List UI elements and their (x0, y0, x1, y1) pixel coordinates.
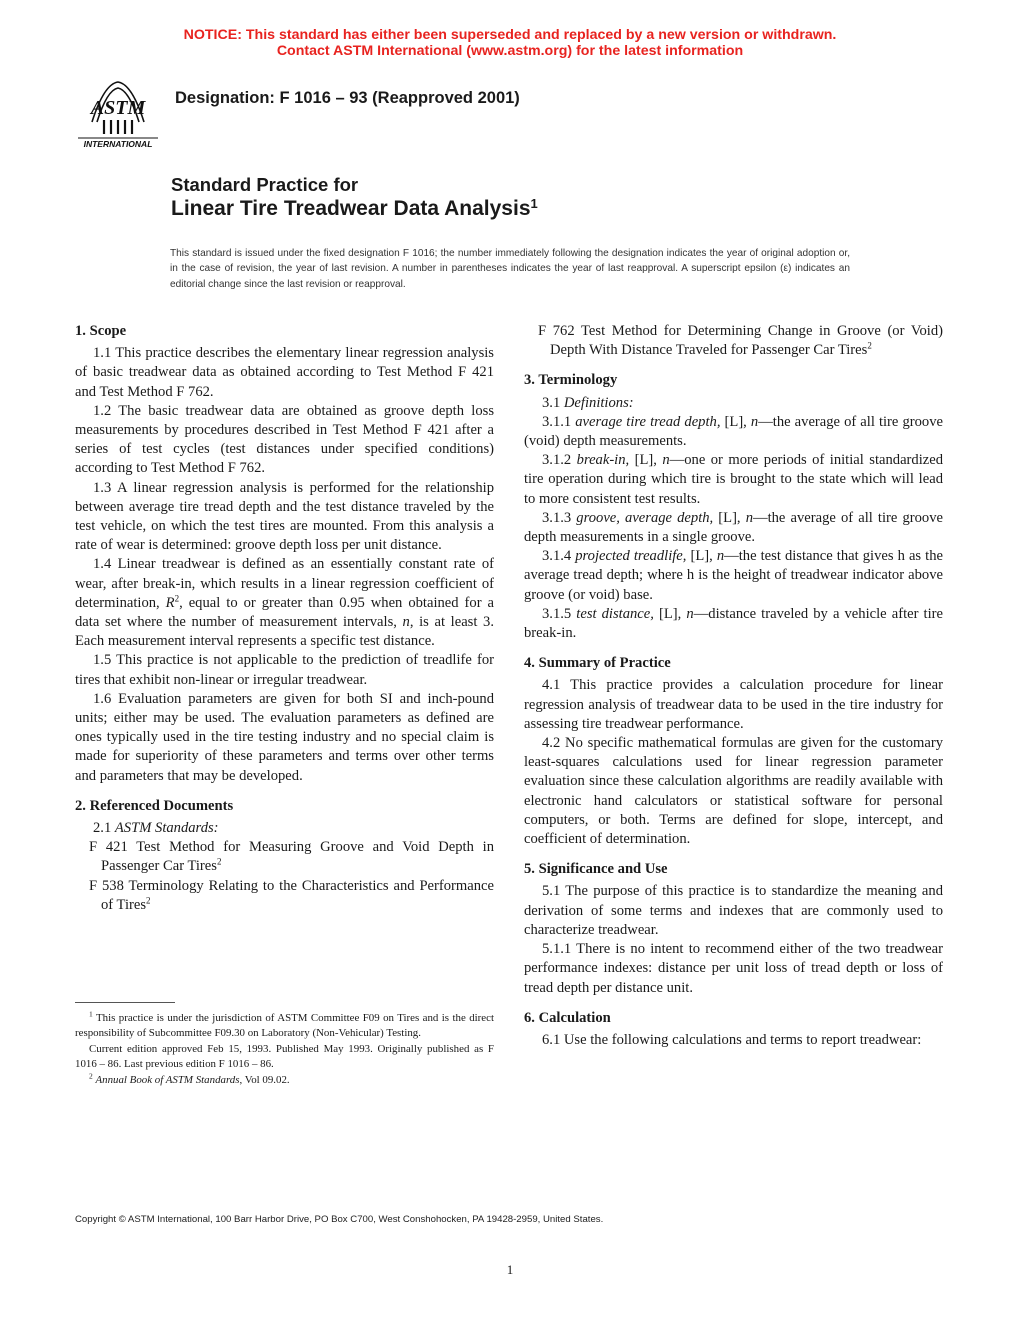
notice-line-2: Contact ASTM International (www.astm.org) for the latest information (276, 42, 744, 59)
reference-f421: F 421 Test Method for Measuring Groove and Void Depth in Passenger Car Tires$^2$ (89, 839, 494, 875)
paragraph-1-6: 1.6 Evaluation parameters are given for both SI and inch-pound units; either may be used. The evaluation parameters as defined are ones typically used in the tire testing industry and no special claim is made for superiority of these parameters and terms over other terms and parameters that may be developed. (75, 690, 494, 784)
footnote-2: $^2$ Annual Book of ASTM Standards, Vol 09.02. (89, 1071, 290, 1086)
paragraph-5-1: 5.1 The purpose of this practice is to standardize the meaning and derivation of some terms and indexes that are commonly used to characterize treadwear. (524, 883, 943, 938)
paragraph-1-3: 1.3 A linear regression analysis is performed for the relationship between average tire tread depth and the test distance traveled by the test vehicle, on which the test tires are mounted. From this analysis a rate of wear is determined: groove depth loss per unit distance. (75, 479, 494, 554)
section-heading-significance: 5. Significance and Use (524, 861, 668, 878)
footnote-1-edition: Current edition approved Feb 15, 1993. Published May 1993. Originally published as F 1016 – 86. Last previous edition F 1016 – 86. (75, 1042, 494, 1071)
paragraph-1-2: 1.2 The basic treadwear data are obtained as groove depth loss measurements by procedures described in Test Method F 421 after a series of test cycles (test distances under specified conditions) according to Test Method F 762. (75, 402, 494, 477)
footnote-1: $^1$ This practice is under the jurisdiction of ASTM Committee F09 on Tires and is the direct responsibility of Subcommittee F09.30 on Laboratory (Non-Vehicular) Testing. (75, 1009, 494, 1040)
title-footnote-mark: 1 (530, 195, 538, 211)
right-column (524, 322, 943, 1050)
document-title-text: Linear Tire Treadwear Data Analysis (171, 197, 531, 220)
document-title (171, 197, 538, 221)
paragraph-4-1: 4.1 This practice provides a calculation procedure for linear regression analysis of treadwear data to be used in the tire industry for assessing tire treadwear performance. (524, 677, 943, 732)
paragraph-1-1: 1.1 This practice describes the elementary linear regression analysis of basic treadwear data as obtained according to Test Method F 421 and Test Method F 762. (75, 345, 494, 400)
paragraph-6-1: 6.1 Use the following calculations and terms to report treadwear: (542, 1031, 922, 1048)
section-heading-terminology: 3. Terminology (524, 372, 618, 389)
paragraph-4-2: 4.2 No specific mathematical formulas are given for the customary least-squares calculations used for linear regression parameter evaluation since these calculation algorithms are readily available with electronic hand calculators or statistical software for personal computers, or both. Terms are defined for slope, intercept, and coefficient of determination. (524, 735, 943, 848)
issuance-note: This standard is issued under the fixed designation F 1016; the number immediately following the designation indicates the year of original adoption or, in the case of revision, the year of last revision. A number in parentheses indicates the year of last reapproval. A superscript epsilon (ε) indicates an editorial change since the last revision or reapproval. (170, 248, 850, 290)
section-heading-summary: 4. Summary of Practice (524, 655, 671, 672)
paragraph-2-1: 2.1 ASTM Standards: (93, 820, 219, 837)
withdrawal-notice (0, 28, 1020, 59)
definition-3-1-3: 3.1.3 groove, average depth, [L], n—the average of all tire groove depth measurements in a single groove. (524, 509, 943, 546)
definition-3-1-2: 3.1.2 break-in, [L], n—one or more periods of initial standardized tire operation during which tire is brought to the state which will lead to more consistent test results. (524, 452, 944, 507)
left-column (75, 322, 494, 915)
paragraph-1-5: 1.5 This practice is not applicable to the prediction of treadlife for tires that exhibit non-linear or irregular treadwear. (75, 652, 494, 688)
logo-international: INTERNATIONAL (83, 139, 153, 149)
definition-3-1-4: 3.1.4 projected treadlife, [L], n—the test distance that gives h as the average tread depth; where h is the height of treadwear indicator above groove (or void) base. (524, 548, 943, 603)
section-heading-referenced-documents: 2. Referenced Documents (75, 797, 234, 814)
notice-line-1: NOTICE: This standard has either been superseded and replaced by a new version or withdrawn. (183, 27, 837, 43)
astm-logo (74, 78, 162, 150)
page-number: 1 (506, 1262, 514, 1277)
footnote-divider (75, 1002, 175, 1003)
section-heading-calculation: 6. Calculation (524, 1009, 611, 1026)
reference-f762: F 762 Test Method for Determining Change in Groove (or Void) Depth With Distance Traveled for Passenger Car Tires$^2$ (538, 323, 943, 359)
footnotes (75, 1011, 494, 1088)
reference-f538: F 538 Terminology Relating to the Characteristics and Performance of Tires$^2$ (89, 877, 494, 913)
designation: Designation: F 1016 – 93 (Reapproved 2001) (175, 89, 520, 107)
paragraph-5-1-1: 5.1.1 There is no intent to recommend either of the two treadwear performance indexes: distance per unit loss of tread depth or loss of tread depth per distance unit. (524, 941, 943, 996)
paragraph-1-4: 1.4 Linear treadwear is defined as an essentially constant rate of wear, after break-in, which results in a linear regression coefficient of determination, $R^2$, equal to or greater than 0.95 when obtained for a data set where the number of measurement intervals, n, is at least 3. Each measurement interval represents a specific test distance. (75, 556, 494, 650)
logo-letters: ASTM (90, 97, 146, 119)
paragraph-3-1: 3.1 Definitions: (542, 394, 634, 411)
definition-3-1-5: 3.1.5 test distance, [L], n—distance traveled by a vehicle after tire break-in. (524, 605, 943, 642)
definition-3-1-1: 3.1.1 average tire tread depth, [L], n—the average of all tire groove (void) depth measurements. (524, 413, 943, 450)
section-heading-scope: 1. Scope (75, 323, 127, 339)
title-subtitle: Standard Practice for (171, 174, 359, 195)
copyright-line: Copyright © ASTM International, 100 Barr Harbor Drive, PO Box C700, West Conshohocken, PA 19428-2959, United States. (75, 1214, 604, 1225)
